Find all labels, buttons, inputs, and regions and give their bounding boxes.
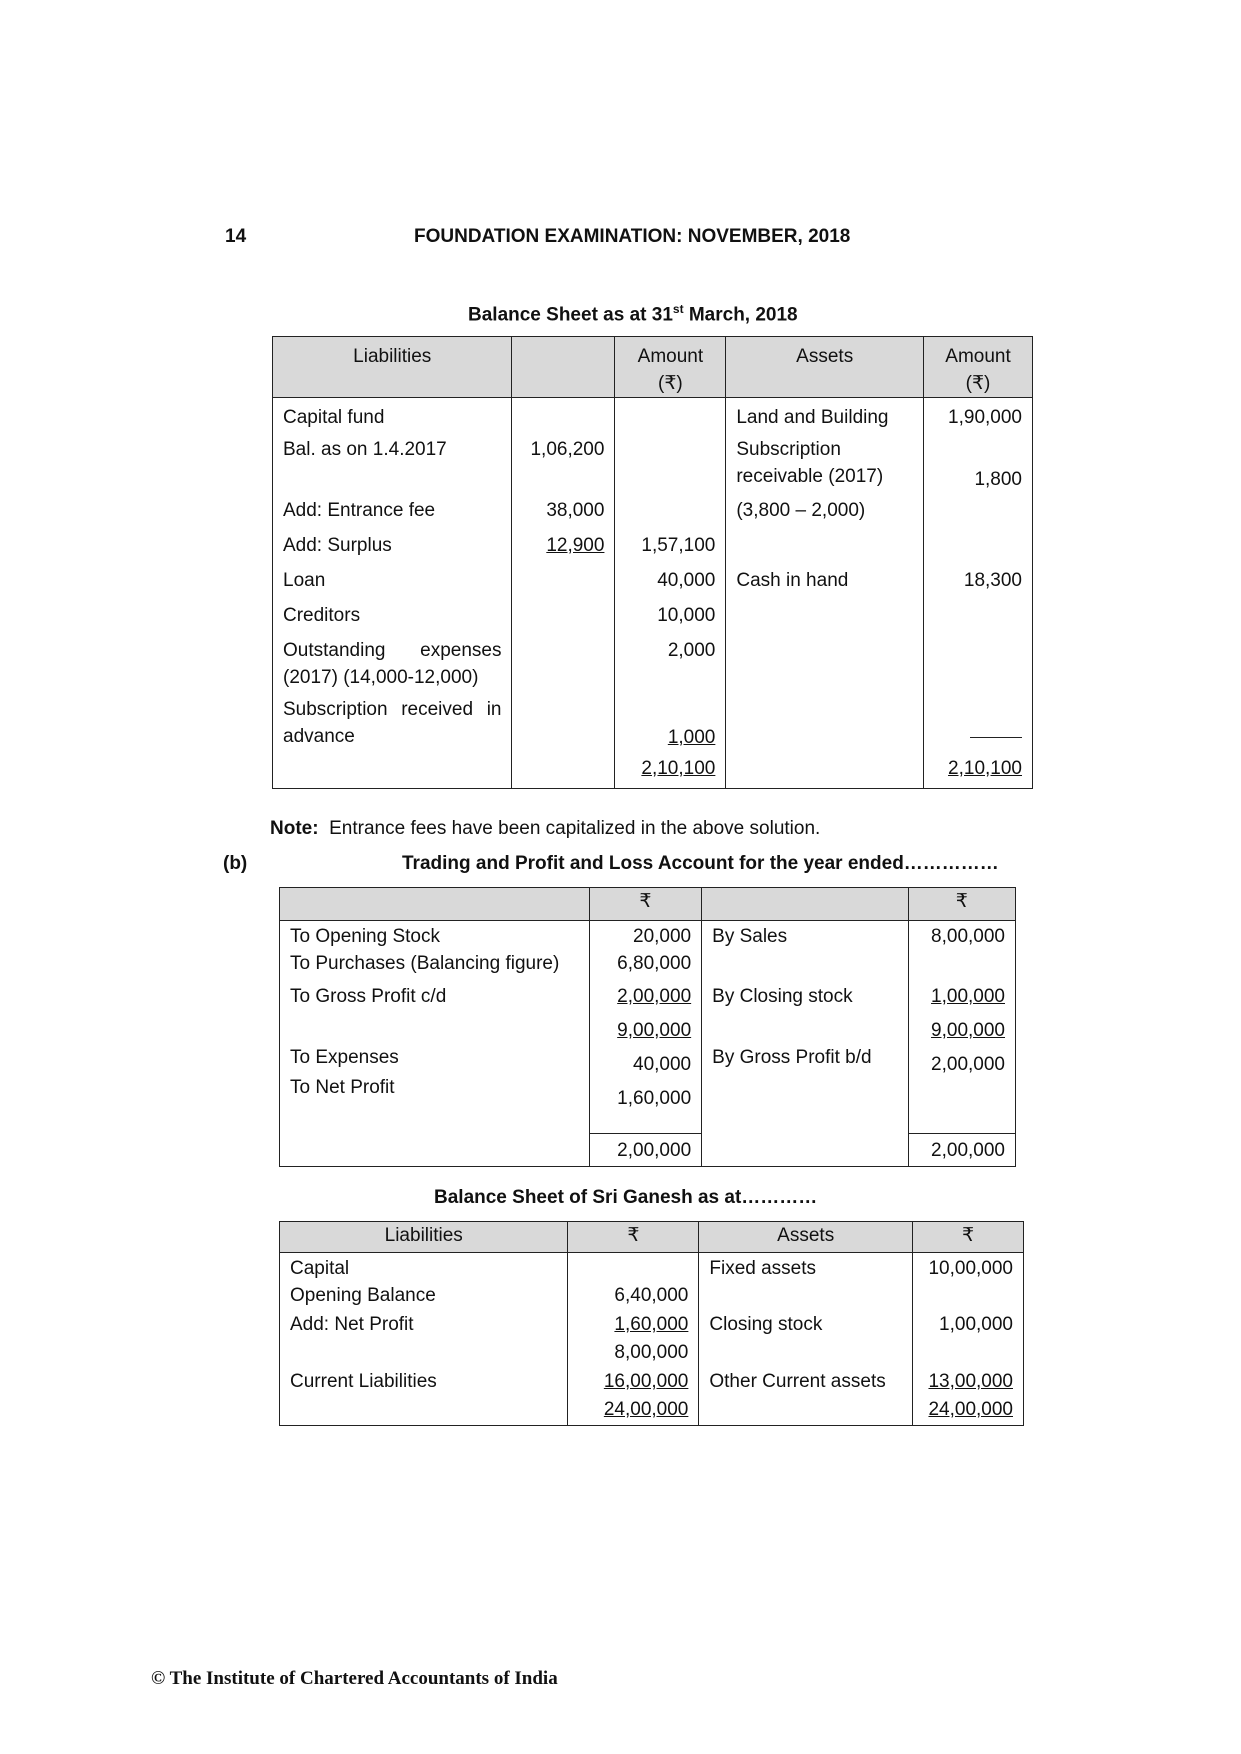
asset-label: Cash in hand (726, 567, 924, 602)
title-superscript: st (672, 302, 684, 316)
opening-balance-value: 6,40,000 (614, 1285, 689, 1306)
purchases-value: 6,80,000 (617, 953, 692, 974)
total-left: 2,00,000 (589, 1133, 701, 1166)
table-row (280, 1253, 1024, 1426)
currency-label: (₹) (658, 373, 683, 394)
sri-ganesh-title: Balance Sheet of Sri Ganesh as at………… (434, 1187, 818, 1208)
fixed-assets-value: 10,00,000 (928, 1258, 1013, 1279)
row-label (273, 755, 512, 789)
trading-account-table (279, 887, 1016, 1167)
amount-label: Amount (637, 346, 704, 367)
subtotal-left: 9,00,000 (617, 1020, 692, 1041)
table-row (273, 567, 1033, 602)
row-amount (615, 497, 726, 532)
total-right: 2,00,000 (908, 1133, 1015, 1166)
net-profit-label: To Net Profit (290, 1077, 395, 1098)
currency-header: ₹ (568, 1222, 699, 1253)
copyright-footer: © The Institute of Chartered Accountants of India (151, 1668, 558, 1689)
current-liabilities-label: Current Liabilities (290, 1371, 437, 1392)
balance-sheet-table (272, 336, 1033, 789)
part-label: (b) (223, 853, 248, 874)
row-mid (512, 602, 615, 637)
asset-label (726, 602, 924, 637)
row-mid (512, 755, 615, 789)
row-label (280, 1133, 590, 1166)
row-amount: 40,000 (615, 567, 726, 602)
asset-label: Subscription receivable (2017) (726, 432, 924, 497)
row-amount: 10,000 (615, 602, 726, 637)
currency-label: (₹) (965, 373, 991, 394)
asset-amount (924, 602, 1033, 637)
header-blank (280, 888, 590, 921)
table-row (273, 637, 1033, 696)
row-amount (615, 432, 726, 497)
table-header-row (273, 337, 1033, 398)
row-mid (512, 696, 615, 755)
title-text: Balance Sheet as at 31 (468, 304, 673, 326)
row-amount: 1,000 (667, 726, 716, 748)
table-header-row (280, 888, 1016, 921)
header-amount-assets (924, 337, 1033, 398)
currency-header: ₹ (913, 1222, 1024, 1253)
note-label: Note: (270, 818, 319, 839)
sales-label: By Sales (712, 926, 788, 947)
balance-sheet-title (468, 302, 798, 326)
opening-balance-label: Opening Balance (290, 1285, 436, 1306)
subtotal-right: 9,00,000 (931, 1020, 1005, 1041)
row-label: Creditors (273, 602, 512, 637)
closing-stock-label: Closing stock (709, 1314, 823, 1335)
gross-profit-cd-label: To Gross Profit c/d (290, 986, 447, 1007)
row-mid: 12,900 (546, 534, 605, 556)
net-profit-label: Add: Net Profit (290, 1314, 414, 1335)
liabilities-total: 24,00,000 (603, 1399, 689, 1420)
gross-profit-cd-value: 2,00,000 (617, 986, 692, 1007)
title-text-end: March, 2018 (683, 304, 798, 326)
page-header: FOUNDATION EXAMINATION: NOVEMBER, 2018 (414, 226, 851, 247)
current-liabilities-value: 16,00,000 (603, 1371, 689, 1392)
sales-value: 8,00,000 (931, 926, 1005, 947)
table-row (273, 432, 1033, 497)
row-mid (512, 567, 615, 602)
expenses-value: 40,000 (633, 1054, 692, 1075)
underline-dash (970, 737, 1022, 738)
total-row (273, 755, 1033, 789)
asset-label: Land and Building (726, 398, 924, 432)
asset-label (726, 755, 924, 789)
gross-profit-bd-value: 2,00,000 (931, 1054, 1005, 1075)
note (270, 818, 820, 840)
asset-label (726, 637, 924, 696)
purchases-label: To Purchases (Balancing figure) (290, 953, 560, 974)
header-amount (615, 337, 726, 398)
header-blank (702, 888, 909, 921)
opening-stock-value: 20,000 (633, 926, 692, 947)
closing-stock-label: By Closing stock (712, 986, 853, 1007)
page-number: 14 (225, 226, 247, 247)
closing-stock-value: 1,00,000 (931, 986, 1005, 1007)
header-assets: Assets (726, 337, 924, 398)
asset-label: (3,800 – 2,000) (726, 497, 924, 532)
header-assets: Assets (699, 1222, 913, 1253)
header-liabilities: Liabilities (280, 1222, 568, 1253)
row-mid (512, 398, 615, 432)
total-amount: 2,10,100 (641, 757, 716, 779)
row-label: Add: Surplus (273, 532, 512, 567)
currency-header: ₹ (589, 888, 701, 921)
asset-label (726, 696, 924, 755)
asset-amount (924, 532, 1033, 567)
currency-header: ₹ (908, 888, 1015, 921)
capital-subtotal: 8,00,000 (614, 1342, 689, 1363)
header-blank (512, 337, 615, 398)
asset-amount (924, 637, 1033, 696)
table-row (273, 497, 1033, 532)
row-amount: 1,57,100 (615, 532, 726, 567)
header-liabilities: Liabilities (273, 337, 512, 398)
opening-stock-label: To Opening Stock (290, 926, 440, 947)
asset-amount (924, 497, 1033, 532)
row-label: Outstanding expenses (2017) (14,000-12,000) (273, 637, 512, 696)
row-label: Add: Entrance fee (273, 497, 512, 532)
total-asset-amount: 2,10,100 (948, 757, 1022, 779)
table-row (280, 921, 1016, 1134)
other-current-assets-value: 13,00,000 (928, 1371, 1013, 1392)
trading-account-title: Trading and Profit and Loss Account for the year ended…………… (402, 853, 999, 874)
expenses-label: To Expenses (290, 1047, 399, 1068)
row-amount (615, 398, 726, 432)
asset-amount: 1,800 (924, 432, 1033, 497)
row-label: Loan (273, 567, 512, 602)
table-row (273, 398, 1033, 432)
table-header-row (280, 1222, 1024, 1253)
fixed-assets-label: Fixed assets (709, 1258, 817, 1279)
row-mid (512, 637, 615, 696)
capital-label: Capital (290, 1258, 350, 1279)
net-profit-value: 1,60,000 (617, 1088, 692, 1109)
table-row (273, 602, 1033, 637)
row-label: Capital fund (273, 398, 512, 432)
amount-label: Amount (945, 346, 1011, 367)
row-mid: 38,000 (512, 497, 615, 532)
asset-amount: 18,300 (924, 567, 1033, 602)
row-amount: 2,000 (615, 637, 726, 696)
asset-amount: 1,90,000 (924, 398, 1033, 432)
asset-label (726, 532, 924, 567)
closing-stock-value: 1,00,000 (939, 1314, 1013, 1335)
note-text: Entrance fees have been capitalized in the above solution. (329, 818, 821, 839)
table-row (273, 532, 1033, 567)
net-profit-value: 1,60,000 (614, 1314, 689, 1335)
table-row (273, 696, 1033, 755)
row-label: Bal. as on 1.4.2017 (273, 432, 512, 497)
row-label: Subscription received in advance (273, 696, 512, 755)
row-mid: 1,06,200 (512, 432, 615, 497)
gross-profit-bd-label: By Gross Profit b/d (712, 1047, 872, 1068)
other-current-assets-label: Other Current assets (709, 1371, 886, 1392)
assets-total: 24,00,000 (928, 1399, 1013, 1420)
sri-ganesh-balance-sheet (279, 1221, 1024, 1426)
